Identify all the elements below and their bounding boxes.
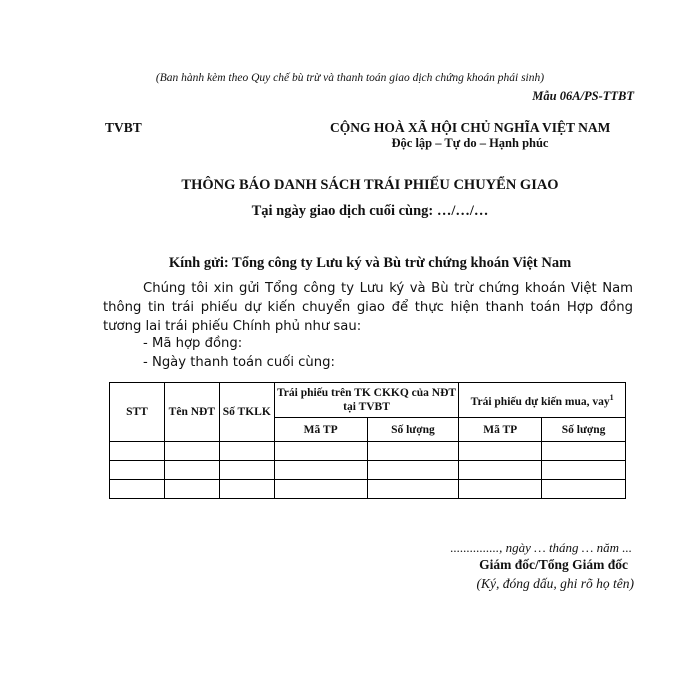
table-cell	[459, 442, 542, 461]
signer-title: Giám đốc/Tổng Giám đốc	[479, 557, 628, 572]
table-cell	[274, 480, 367, 499]
contract-code-item: - Mã hợp đồng:	[143, 336, 243, 351]
table-cell	[542, 442, 626, 461]
table-cell	[367, 442, 459, 461]
table-cell	[219, 442, 274, 461]
table-cell	[164, 442, 219, 461]
table-cell	[219, 461, 274, 480]
signature-note: (Ký, đóng dấu, ghi rõ họ tên)	[476, 576, 634, 591]
document-title: THÔNG BÁO DANH SÁCH TRÁI PHIẾU CHUYỂN GIAO	[181, 177, 559, 193]
final-settlement-date-item: - Ngày thanh toán cuối cùng:	[143, 355, 335, 370]
issued-note: (Ban hành kèm theo Quy chế bù trừ và thanh toán giao dịch chứng khoán phái sinh)	[155, 72, 545, 84]
org-name: TVBT	[105, 120, 142, 135]
table-cell	[459, 480, 542, 499]
header-investor-name: Tên NĐT	[164, 383, 219, 442]
table-cell	[110, 480, 165, 499]
body-paragraph: Chúng tôi xin gửi Tổng công ty Lưu ký và Bù trừ chứng khoán Việt Nam thông tin trái phiếu dự kiến chuyển giao để thực hiện thanh toán Hợp đồng tương lai trái phiếu Chính phủ như sau:	[103, 281, 633, 334]
header-group-held-bonds: Trái phiếu trên TK CKKQ của NĐT tại TVBT	[274, 383, 459, 418]
table-row	[110, 442, 626, 461]
footnote-marker: 1	[609, 393, 614, 403]
table-cell	[367, 461, 459, 480]
form-code: Mẫu 06A/PS-TTBT	[532, 89, 634, 103]
table-cell	[459, 461, 542, 480]
table-row	[110, 480, 626, 499]
table-row	[110, 461, 626, 480]
table-cell	[542, 461, 626, 480]
header-bond-code-1: Mã TP	[274, 418, 367, 442]
header-quantity-1: Số lượng	[367, 418, 459, 442]
table-cell	[164, 461, 219, 480]
table-cell	[110, 461, 165, 480]
header-stt: STT	[110, 383, 165, 442]
table-cell	[367, 480, 459, 499]
document-subtitle: Tại ngày giao dịch cuối cùng: …/…/…	[251, 203, 489, 219]
header-account-number: Số TKLK	[219, 383, 274, 442]
header-group-expected-label: Trái phiếu dự kiến mua, vay	[470, 395, 610, 408]
date-line: ..............., ngày … tháng … năm ...	[450, 540, 632, 555]
table-cell	[110, 442, 165, 461]
table-cell	[274, 461, 367, 480]
table-cell	[274, 442, 367, 461]
header-bond-code-2: Mã TP	[459, 418, 542, 442]
bond-transfer-table	[109, 382, 626, 499]
table-cell	[219, 480, 274, 499]
table-cell	[164, 480, 219, 499]
national-title: CỘNG HOÀ XÃ HỘI CHỦ NGHĨA VIỆT NAM	[330, 120, 611, 135]
header-group-expected-bonds	[459, 383, 626, 418]
table-cell	[542, 480, 626, 499]
national-motto: Độc lập – Tự do – Hạnh phúc	[391, 136, 549, 150]
header-quantity-2: Số lượng	[542, 418, 626, 442]
recipient-line: Kính gửi: Tổng công ty Lưu ký và Bù trừ chứng khoán Việt Nam	[168, 255, 572, 271]
